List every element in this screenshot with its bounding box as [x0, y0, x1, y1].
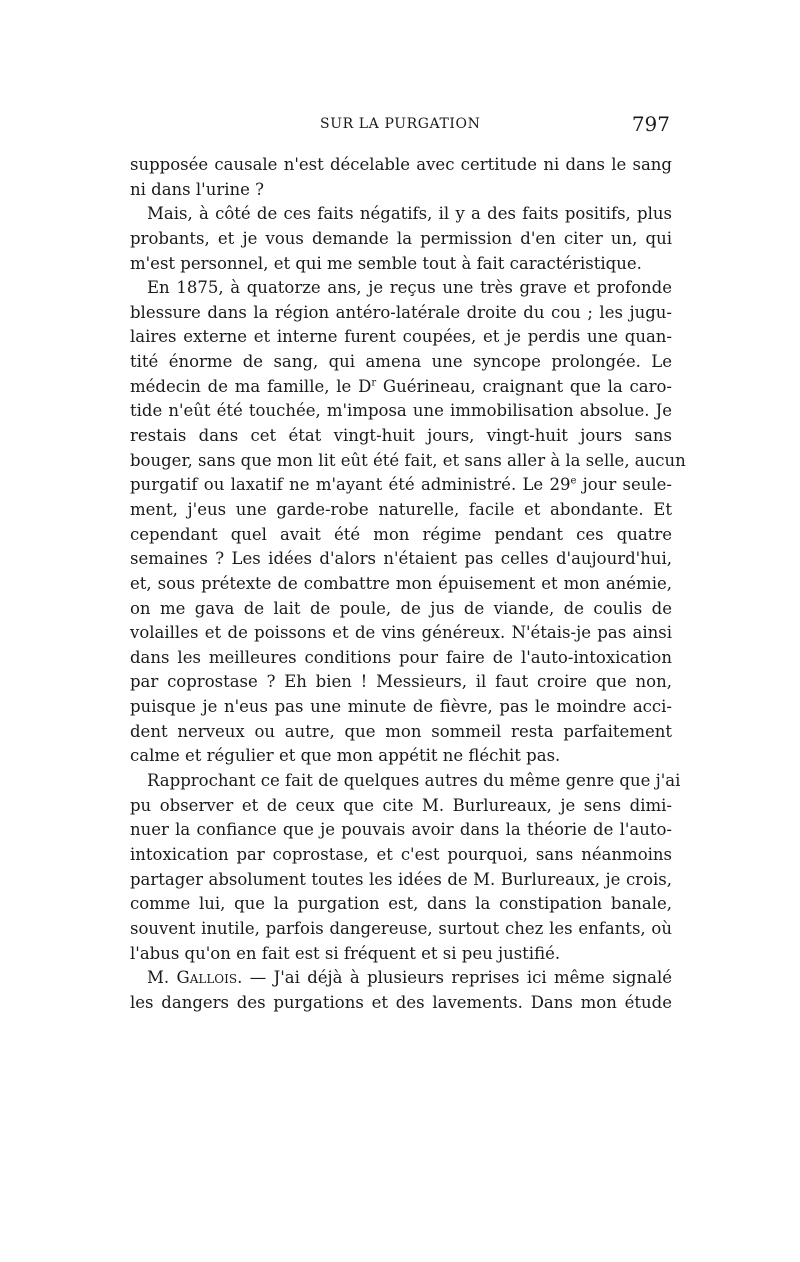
text-line: intoxication par coprostase, et c'est pourquoi, sans néanmoins	[130, 844, 672, 864]
page-header	[130, 114, 672, 144]
text-line: blessure dans la région antéro-latérale droite du cou ; les jugu-	[130, 302, 672, 322]
text-line-speaker: M. Gallois. — J'ai déjà à plusieurs reprises ici même signalé	[147, 968, 673, 988]
book-page	[130, 112, 686, 1015]
text-line: bouger, sans que mon lit eût été fait, et sans aller à la selle, aucun	[130, 450, 686, 470]
text-line: m'est personnel, et qui me semble tout à fait caractéristique.	[130, 253, 642, 273]
text-line: tide n'eût été touchée, m'imposa une immobilisation absolue. Je	[130, 401, 672, 421]
text-line: calme et régulier et que mon appétit ne fléchit pas.	[130, 746, 561, 766]
text-line: par coprostase ? Eh bien ! Messieurs, il faut croire que non,	[130, 672, 672, 692]
text-line: Rapprochant ce fait de quelques autres du même genre que j'ai	[147, 771, 681, 791]
body-text	[130, 153, 686, 1015]
text-line: puisque je n'eus pas une minute de fièvre, pas le moindre acci-	[130, 697, 672, 717]
text-line: semaines ? Les idées d'alors n'étaient pas celles d'aujourd'hui,	[130, 549, 672, 569]
text-line: restais dans cet état vingt-huit jours, vingt-huit jours sans	[130, 426, 672, 446]
text-line: les dangers des purgations et des lavements. Dans mon étude	[130, 992, 672, 1012]
text-line: souvent inutile, parfois dangereuse, surtout chez les enfants, où	[130, 918, 672, 938]
page-number: 797	[631, 112, 670, 136]
text-line: ni dans l'urine ?	[130, 179, 264, 199]
text-line: et, sous prétexte de combattre mon épuisement et mon anémie,	[130, 573, 672, 593]
text-line: tité énorme de sang, qui amena une syncope prolongée. Le	[130, 352, 672, 372]
text-line: partager absolument toutes les idées de M. Burlureaux, je crois,	[130, 869, 672, 889]
running-title: SUR LA PURGATION	[320, 116, 481, 132]
text-line: ment, j'eus une garde-robe naturelle, facile et abondante. Et	[130, 499, 672, 519]
text-line: Mais, à côté de ces faits négatifs, il y a des faits positifs, plus	[147, 204, 672, 224]
text-line: En 1875, à quatorze ans, je reçus une très grave et profonde	[147, 278, 672, 298]
text-line: supposée causale n'est décelable avec certitude ni dans le sang	[130, 155, 672, 174]
text-line: dans les meilleures conditions pour faire de l'auto-intoxication	[130, 647, 672, 667]
text-line: volailles et de poissons et de vins généreux. N'étais-je pas ainsi	[130, 623, 672, 643]
text-line: probants, et je vous demande la permission d'en citer un, qui	[130, 228, 672, 248]
text-line: nuer la confiance que je pouvais avoir dans la théorie de l'auto-	[130, 820, 672, 840]
text-line: l'abus qu'on en fait est si fréquent et si peu justifié.	[130, 943, 561, 963]
text-line: laires externe et interne furent coupées, et je perdis une quan-	[130, 327, 672, 347]
text-line-superscript: purgatif ou laxatif ne m'ayant été administré. Le 29e jour seule-	[130, 475, 673, 495]
text-line-superscript: médecin de ma famille, le $D^r$ Guérineau, craignant que la caro-	[130, 376, 672, 396]
text-line: pu observer et de ceux que cite M. Burlureaux, je sens dimi-	[130, 795, 672, 815]
text-line: comme lui, que la purgation est, dans la constipation banale,	[130, 894, 672, 914]
text-line: cependant quel avait été mon régime pendant ces quatre	[130, 524, 672, 544]
text-line: dent nerveux ou autre, que mon sommeil resta parfaitement	[130, 721, 672, 741]
text-line: on me gava de lait de poule, de jus de viande, de coulis de	[130, 598, 672, 618]
